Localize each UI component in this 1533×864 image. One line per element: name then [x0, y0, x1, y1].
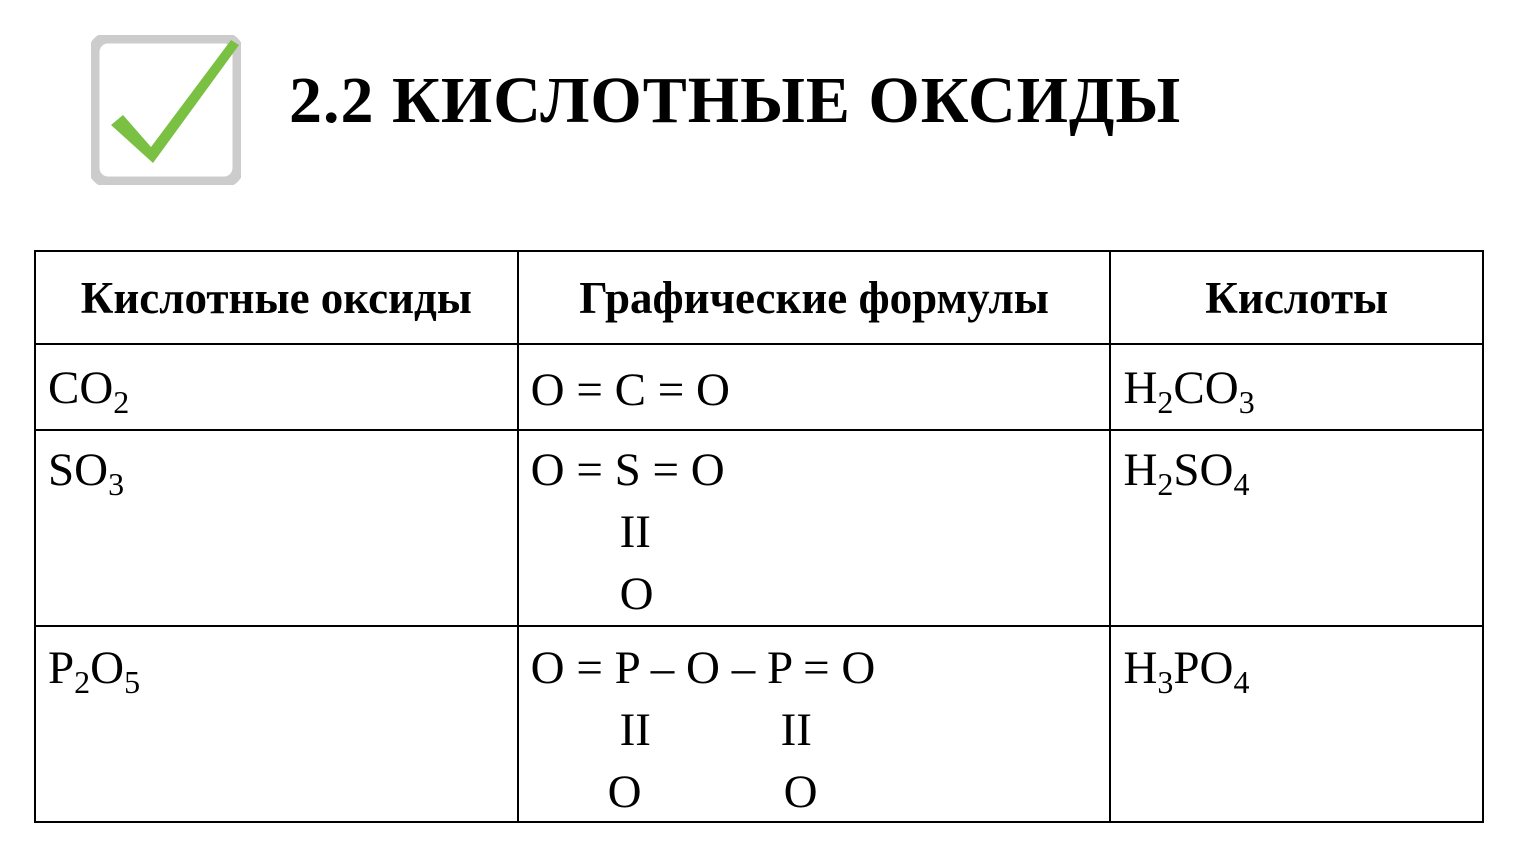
double-bond: II [619, 704, 651, 756]
checkmark-icon [91, 35, 241, 185]
oxide-cell [35, 430, 518, 626]
header-acids: Кислоты [1110, 251, 1483, 344]
formula-line: O = S = O [530, 444, 725, 496]
oxygen-atom: O [607, 766, 642, 818]
acid-h2co3: $H_2CO_3$ [1123, 362, 1255, 420]
oxygen-atom: O [619, 568, 654, 620]
header-formulas: Графические формулы [518, 251, 1111, 344]
acid-h2so4: $H_2SO_4$ [1123, 444, 1250, 502]
table-row [35, 626, 1483, 822]
acid-cell [1110, 626, 1483, 822]
formula-line: O = P – O – P = O [530, 642, 876, 694]
oxide-cell [35, 626, 518, 822]
page-title: 2.2 КИСЛОТНЫЕ ОКСИДЫ [289, 64, 1182, 137]
acid-cell [1110, 344, 1483, 430]
table-row [35, 430, 1483, 626]
oxide-co2: $CO_2$ [48, 362, 130, 420]
double-bond: II [619, 506, 651, 558]
oxide-p2o5: $P_2O_5$ [48, 642, 141, 700]
double-bond: II [780, 704, 812, 756]
acid-h3po4: $H_3PO_4$ [1123, 642, 1250, 700]
table-row [35, 344, 1483, 430]
oxygen-atom: O [783, 766, 818, 818]
header-oxides: Кислотные оксиды [35, 251, 518, 344]
formula-cell [518, 626, 1111, 822]
oxide-cell [35, 344, 518, 430]
table-header-row [35, 251, 1483, 344]
oxide-so3: $SO_3$ [48, 444, 125, 502]
acid-cell [1110, 430, 1483, 626]
formula-line: O = C = O [530, 364, 730, 416]
formula-cell [518, 344, 1111, 430]
formula-cell [518, 430, 1111, 626]
oxides-table [34, 250, 1484, 823]
